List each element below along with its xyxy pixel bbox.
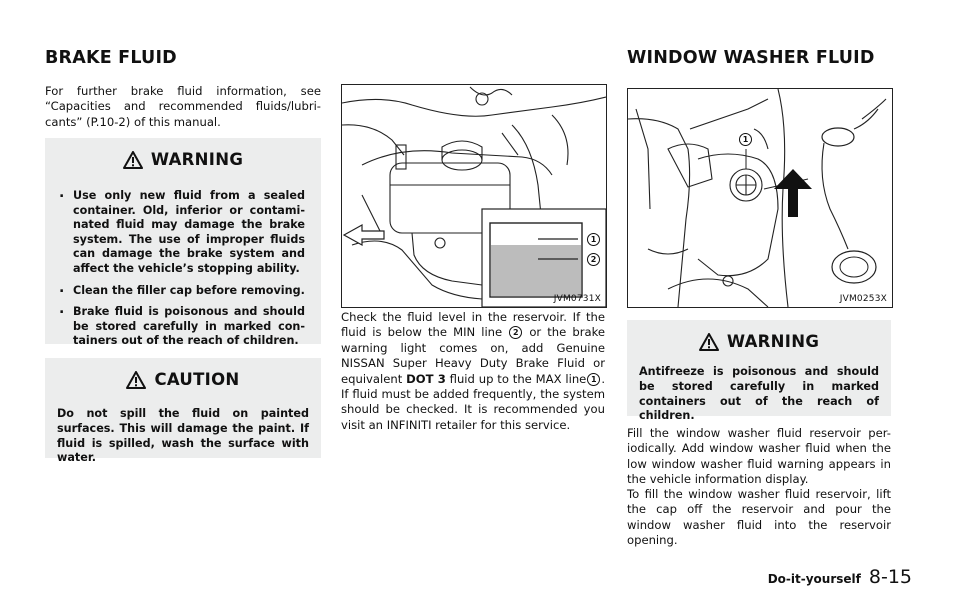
list-item: . Brake fluid is poisonous and should be stored carefully in marked con- tainers out of the reach of children. xyxy=(53,305,305,349)
warning-triangle-icon xyxy=(126,371,146,389)
washer-warning-header xyxy=(627,332,891,351)
figure-code: JVM0253X xyxy=(839,294,887,304)
brake-warning-box xyxy=(45,138,321,348)
washer-warning-box xyxy=(627,320,891,423)
max-line-marker: 1 xyxy=(587,233,600,246)
page-footer xyxy=(768,566,912,588)
brake-caution-box xyxy=(45,358,321,465)
brake-warning-list xyxy=(53,189,305,349)
washer-warning-heading: WARNING xyxy=(726,332,820,351)
washer-reservoir-figure xyxy=(627,88,893,308)
min-line-marker: 2 xyxy=(587,253,600,266)
warning-triangle-icon xyxy=(123,151,143,169)
brake-caution-text: Do not spill the fluid on painted surfaces. This will damage the paint. If fluid is spilled, wash the surface with water. xyxy=(57,407,309,465)
max-line-ref: 1 xyxy=(587,373,600,386)
washer-fluid-title: WINDOW WASHER FLUID xyxy=(627,48,875,68)
min-line-ref: 2 xyxy=(509,326,522,339)
washer-fluid-para-2: To fill the window washer fluid reservoir, lift the cap off the reservoir and pour the window washer fluid into the reservoir opening. xyxy=(627,487,891,548)
washer-reservoir-illustration xyxy=(628,89,892,307)
brake-caution-header xyxy=(45,370,321,389)
brake-reservoir-illustration xyxy=(342,85,606,307)
warning-triangle-icon xyxy=(699,333,719,351)
brake-fluid-title: BRAKE FLUID xyxy=(45,48,177,68)
list-item: . Use only new fluid from a sealed container. Old, inferior or contami- nated fluid may damage the brake system. The use of improper fluids can damage the brake system and affect the vehicle’s stopping ability. xyxy=(53,189,305,277)
washer-reservoir-marker: 1 xyxy=(739,133,752,146)
figure-code: JVM0731X xyxy=(553,294,601,304)
brake-caution-heading: CAUTION xyxy=(154,370,240,389)
instructions-text-b: or the brake warning light comes on, add Genuine NISSAN Super Heavy Duty Brake Fluid or equivalent xyxy=(341,325,606,386)
page-number: 8-15 xyxy=(868,566,912,588)
washer-fluid-para-1: Fill the window washer fluid reservoir per- iodically. Add window washer fluid when the low window washer fluid warning appears in the vehicle information display. xyxy=(627,426,891,487)
dot3-spec: DOT 3 xyxy=(406,371,446,386)
brake-fluid-intro: For further brake fluid information, see “Capacities and recommended fluids/lubri- cants” (P.10-2) of this manual. xyxy=(45,84,321,129)
instructions-text-c: fluid up to the MAX line xyxy=(449,371,587,386)
footer-section: Do-it-yourself xyxy=(767,572,861,586)
list-item: . Clean the filler cap before removing. xyxy=(53,284,305,299)
brake-warning-heading: WARNING xyxy=(150,150,244,169)
washer-warning-text: Antifreeze is poisonous and should be stored carefully in marked containers out of the reach of children. xyxy=(639,365,879,423)
instructions-text-d: . If fluid must be added frequently, the system should be checked. It is recommended you visit an INFINITI retailer for this service. xyxy=(341,371,605,432)
brake-fluid-instructions xyxy=(341,310,605,433)
brake-reservoir-figure xyxy=(341,84,607,308)
brake-warning-header xyxy=(45,150,321,169)
instructions-text-a: Check the fluid level in the reservoir. If the fluid is below the MIN line xyxy=(341,310,605,340)
